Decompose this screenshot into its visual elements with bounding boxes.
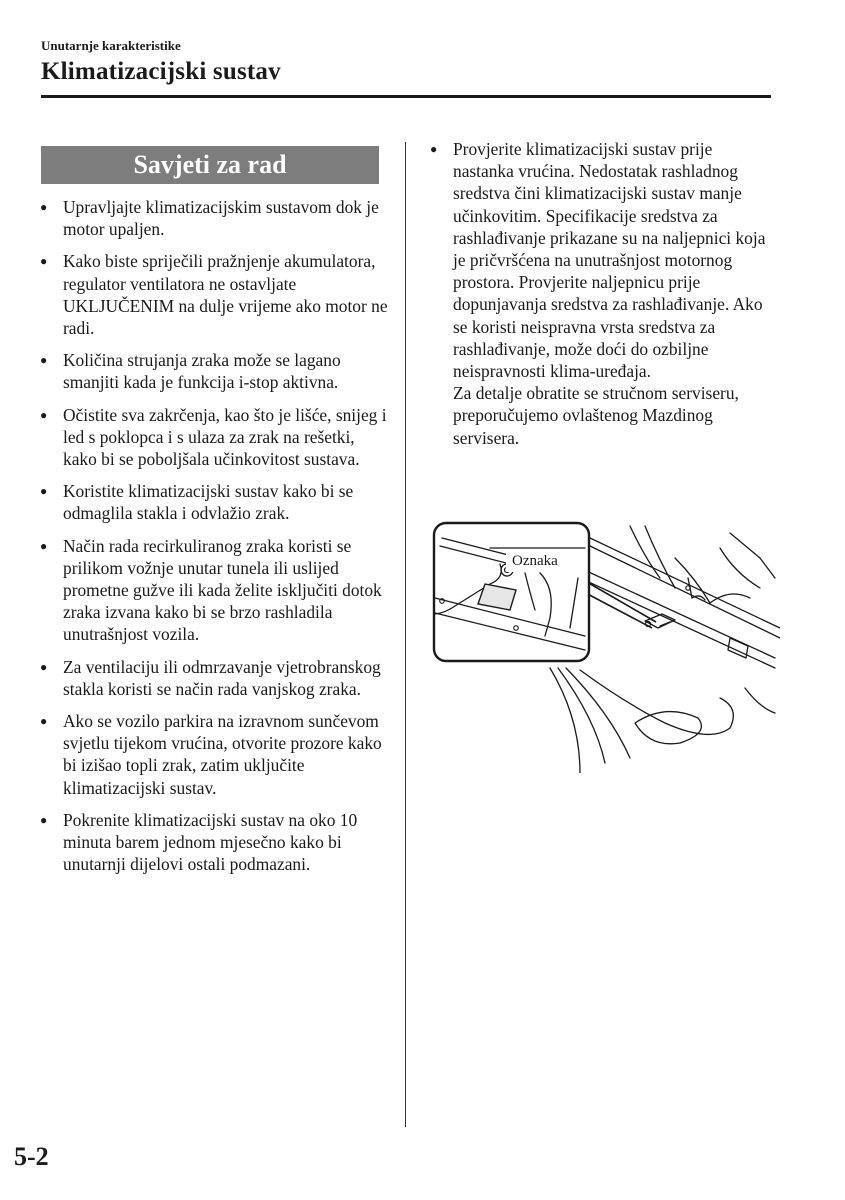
list-item <box>38 250 388 339</box>
left-column <box>38 196 388 885</box>
list-item <box>38 809 388 876</box>
list-item-text: Upravljajte klimatizacijskim sustavom dok je motor upaljen. <box>63 197 379 240</box>
list-item <box>38 349 388 393</box>
bullet-icon: ● <box>40 254 48 269</box>
list-item <box>38 480 388 524</box>
bullet-icon: ● <box>40 484 48 499</box>
list-item <box>38 535 388 646</box>
list-item-text: Provjerite klimatizacijski sustav prije nastanka vrućina. Nedostatak rashladnog sredstva čini klimatizacijski sustav manje učinkovitim. Specifikacije sredstva za rashlađivanje prikazane su na naljepnici koja je pričvršćena na unutrašnjost motornog prostora. Provjerite naljepnicu prije dopunjavanja sredstva za rashlađivanje. Ako se koristi neispravna vrsta sredstva za rashlađivanje, može doći do ozbiljne neispravnosti klima-uređaja. <box>453 139 766 382</box>
engine-bay-illustration <box>430 518 780 773</box>
list-item <box>38 656 388 700</box>
list-item-note: Za detalje obratite se stručnom serviseru, preporučujemo ovlaštenog Mazdinog servisera. <box>453 383 739 448</box>
bullet-icon: ● <box>40 538 48 553</box>
right-column <box>428 138 776 459</box>
list-item-text: Pokrenite klimatizacijski sustav na oko 10 minuta barem jednom mjesečno kako bi unutarnji dijelovi ostali podmazani. <box>63 809 358 875</box>
check-list <box>428 138 776 449</box>
tips-list <box>38 196 388 875</box>
title-rule <box>41 95 771 98</box>
list-item <box>428 138 776 449</box>
column-divider <box>405 142 406 1127</box>
list-item-text: Ako se vozilo parkira na izravnom sunčevom svjetlu tijekom vrućina, otvorite prozore kako bi izišao topli zrak, zatim uključite klimatizacijski sustav. <box>63 711 382 798</box>
bullet-icon: ● <box>40 353 48 368</box>
page-number: 5-2 <box>14 1142 49 1171</box>
list-item-text: Kako biste spriječili pražnjenje akumulatora, regulator ventilatora ne ostavljate UKLJUČENIM na dulje vrijeme ako motor ne radi. <box>63 251 388 339</box>
bullet-icon: ● <box>40 812 48 827</box>
list-item-text: Količina strujanja zraka može se lagano smanjiti kada je funkcija i-stop aktivna. <box>63 350 341 393</box>
bullet-icon: ● <box>430 142 438 156</box>
zoom-callout <box>434 523 656 661</box>
list-item-text: Za ventilaciju ili odmrzavanje vjetrobranskog stakla koristi se način rada vanjskog zraka. <box>63 656 381 699</box>
illustration-label: Oznaka <box>512 553 558 569</box>
bullet-icon: ● <box>40 407 48 422</box>
bullet-icon: ● <box>40 714 48 729</box>
page-title: Klimatizacijski sustav <box>41 58 281 85</box>
list-item <box>38 710 388 799</box>
section-label: Unutarnje karakteristike <box>41 38 181 53</box>
list-item <box>38 196 388 240</box>
list-item-text: Način rada recirkuliranog zraka koristi se prilikom vožnje unutar tunela ili uslijed prometne gužve ili kada želite isključiti dotok zraka izvana kako bi se brzo rashladila unutrašnjost vozila. <box>63 535 382 645</box>
list-item-text: Koristite klimatizacijski sustav kako bi se odmaglila stakla i odvlažio zrak. <box>63 481 354 524</box>
list-item <box>38 404 388 471</box>
section-heading: Savjeti za rad <box>41 146 379 184</box>
bullet-icon: ● <box>40 200 48 214</box>
bullet-icon: ● <box>40 659 48 674</box>
list-item-text: Očistite sva zakrčenja, kao što je lišće, snijeg i led s poklopca i s ulaza za zrak na rešetki, kako bi se poboljšala učinkovitost sustava. <box>63 404 387 470</box>
